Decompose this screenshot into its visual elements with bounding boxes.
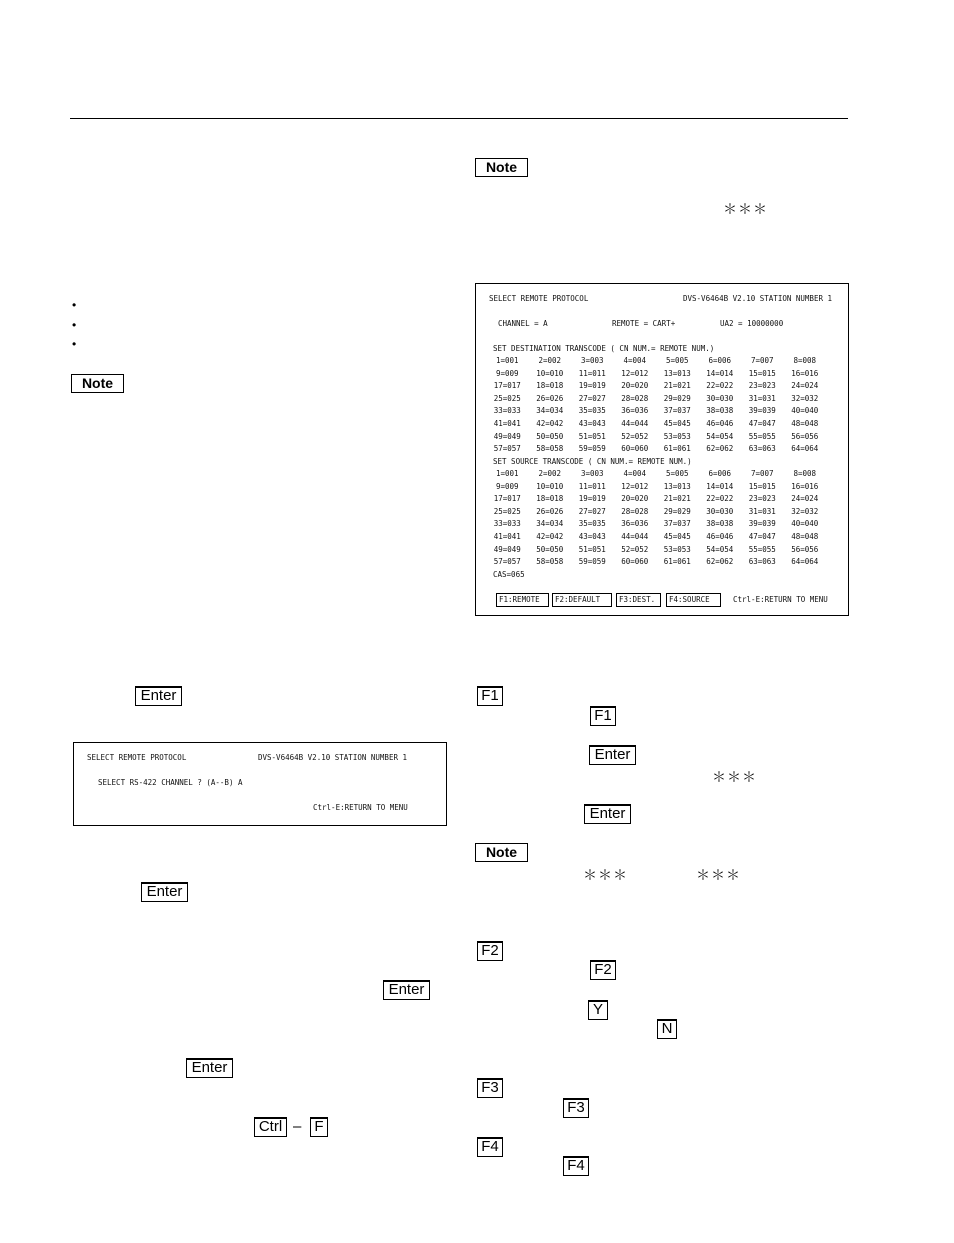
transcode-cell: 27=027 (578, 393, 606, 403)
remote-protocol-screen (475, 283, 849, 616)
bullet-2: • (72, 318, 77, 332)
transcode-cell: 58=058 (536, 557, 564, 567)
transcode-cell: 30=030 (706, 506, 734, 516)
remote-value: REMOTE = CART+ (612, 319, 676, 328)
transcode-cell: 2=002 (538, 469, 562, 478)
note-label-right-1: Note (475, 158, 528, 177)
big-screen-version: DVS-V6464B V2.10 STATION NUMBER 1 (683, 294, 833, 303)
transcode-cell: 60=060 (621, 444, 649, 454)
transcode-cell: 59=059 (578, 444, 606, 454)
transcode-cell: 14=014 (706, 481, 734, 491)
transcode-cell: 63=063 (748, 444, 776, 454)
transcode-cell: 62=062 (706, 557, 734, 567)
transcode-cell: 26=026 (536, 506, 564, 516)
transcode-cell: 24=024 (791, 381, 819, 391)
transcode-cell: 23=023 (748, 381, 776, 391)
transcode-cell: 52=052 (621, 431, 649, 441)
y-key: Y (588, 1000, 608, 1020)
transcode-cell: 1=001 (495, 469, 519, 478)
dest-transcode-table (486, 355, 826, 456)
transcode-cell: 29=029 (663, 506, 691, 516)
transcode-cell: 12=012 (621, 368, 649, 378)
enter-key-1: Enter (135, 686, 182, 706)
transcode-cell: 9=009 (495, 368, 519, 378)
transcode-cell: 61=061 (663, 557, 691, 567)
transcode-cell: 17=017 (493, 494, 521, 504)
transcode-cell: 7=007 (750, 356, 774, 365)
key-combo-dash: – (293, 1118, 302, 1135)
cas-value: CAS=065 (493, 570, 525, 579)
f4-source-button[interactable]: F4:SOURCE (666, 593, 721, 607)
transcode-cell: 44=044 (621, 418, 649, 428)
transcode-cell: 25=025 (493, 506, 521, 516)
transcode-cell: 27=027 (578, 506, 606, 516)
f2-key-2: F2 (590, 960, 616, 980)
transcode-cell: 4=004 (623, 356, 647, 365)
small-screen-footer: Ctrl-E:RETURN TO MENU (313, 803, 408, 812)
transcode-cell: 21=021 (663, 381, 691, 391)
f3-key-2: F3 (563, 1098, 589, 1118)
f1-key-1: F1 (477, 686, 503, 706)
transcode-cell: 53=053 (663, 544, 691, 554)
transcode-cell: 21=021 (663, 494, 691, 504)
transcode-cell: 23=023 (748, 494, 776, 504)
transcode-cell: 14=014 (706, 368, 734, 378)
transcode-cell: 42=042 (536, 531, 564, 541)
transcode-cell: 61=061 (663, 444, 691, 454)
transcode-cell: 38=038 (706, 406, 734, 416)
transcode-cell: 9=009 (495, 481, 519, 491)
transcode-cell: 47=047 (748, 531, 776, 541)
f2-default-button[interactable]: F2:DEFAULT (552, 593, 612, 607)
transcode-cell: 34=034 (536, 519, 564, 529)
transcode-cell: 11=011 (578, 368, 606, 378)
transcode-cell: 45=045 (663, 531, 691, 541)
transcode-cell: 15=015 (748, 481, 776, 491)
transcode-cell: 41=041 (493, 531, 521, 541)
transcode-cell: 39=039 (748, 519, 776, 529)
bullet-1: • (72, 298, 77, 312)
transcode-cell: 8=008 (793, 356, 817, 365)
transcode-cell: 52=052 (621, 544, 649, 554)
transcode-cell: 51=051 (578, 544, 606, 554)
transcode-cell: 60=060 (621, 557, 649, 567)
transcode-cell: 64=064 (791, 557, 819, 567)
transcode-cell: 40=040 (791, 519, 819, 529)
transcode-cell: 38=038 (706, 519, 734, 529)
bullet-3: • (72, 337, 77, 351)
transcode-cell: 63=063 (748, 557, 776, 567)
transcode-cell: 25=025 (493, 393, 521, 403)
transcode-cell: 30=030 (706, 393, 734, 403)
asterisks-1: ＊＊＊ (723, 202, 768, 218)
transcode-cell: 16=016 (791, 481, 819, 491)
f-key: F (310, 1117, 328, 1137)
small-screen-title: SELECT REMOTE PROTOCOL (87, 753, 187, 762)
transcode-cell: 50=050 (536, 544, 564, 554)
enter-key-6: Enter (584, 804, 631, 824)
f4-key-1: F4 (477, 1137, 503, 1157)
transcode-cell: 8=008 (793, 469, 817, 478)
transcode-cell: 1=001 (495, 356, 519, 365)
transcode-cell: 7=007 (750, 469, 774, 478)
transcode-cell: 50=050 (536, 431, 564, 441)
f2-key-1: F2 (477, 941, 503, 961)
transcode-cell: 36=036 (621, 406, 649, 416)
ctrl-key: Ctrl (254, 1117, 287, 1137)
transcode-cell: 13=013 (663, 368, 691, 378)
transcode-cell: 45=045 (663, 418, 691, 428)
transcode-cell: 40=040 (791, 406, 819, 416)
transcode-cell: 10=010 (536, 368, 564, 378)
transcode-cell: 46=046 (706, 418, 734, 428)
transcode-cell: 37=037 (663, 519, 691, 529)
transcode-cell: 55=055 (748, 544, 776, 554)
transcode-cell: 47=047 (748, 418, 776, 428)
transcode-cell: 59=059 (578, 557, 606, 567)
transcode-cell: 20=020 (621, 494, 649, 504)
transcode-cell: 55=055 (748, 431, 776, 441)
transcode-cell: 57=057 (493, 444, 521, 454)
transcode-cell: 15=015 (748, 368, 776, 378)
transcode-cell: 19=019 (578, 494, 606, 504)
transcode-cell: 32=032 (791, 393, 819, 403)
transcode-cell: 37=037 (663, 406, 691, 416)
channel-select-screen (73, 742, 447, 826)
transcode-cell: 3=003 (580, 469, 604, 478)
f1-remote-button[interactable]: F1:REMOTE (496, 593, 549, 607)
transcode-cell: 43=043 (578, 531, 606, 541)
transcode-cell: 13=013 (663, 481, 691, 491)
transcode-cell: 58=058 (536, 444, 564, 454)
transcode-cell: 54=054 (706, 431, 734, 441)
transcode-cell: 5=005 (665, 469, 689, 478)
n-key: N (657, 1019, 677, 1039)
transcode-cell: 28=028 (621, 393, 649, 403)
transcode-cell: 18=018 (536, 381, 564, 391)
transcode-cell: 16=016 (791, 368, 819, 378)
transcode-cell: 36=036 (621, 519, 649, 529)
transcode-cell: 12=012 (621, 481, 649, 491)
ua2-value: UA2 = 10000000 (720, 319, 784, 328)
big-screen-footer: Ctrl-E:RETURN TO MENU (733, 595, 828, 604)
transcode-cell: 18=018 (536, 494, 564, 504)
transcode-cell: 24=024 (791, 494, 819, 504)
f3-key-1: F3 (477, 1078, 503, 1098)
channel-value: CHANNEL = A (498, 319, 548, 328)
transcode-cell: 62=062 (706, 444, 734, 454)
transcode-cell: 56=056 (791, 431, 819, 441)
dest-transcode-header: SET DESTINATION TRANSCODE ( CN NUM.= REMOTE NUM.) (493, 344, 715, 353)
asterisks-3: ＊＊＊ (583, 868, 628, 884)
transcode-cell: 29=029 (663, 393, 691, 403)
transcode-cell: 31=031 (748, 393, 776, 403)
enter-key-2: Enter (141, 882, 188, 902)
enter-key-5: Enter (589, 745, 636, 765)
small-screen-prompt: SELECT RS-422 CHANNEL ? (A--B) A (98, 778, 243, 787)
transcode-cell: 34=034 (536, 406, 564, 416)
transcode-cell: 57=057 (493, 557, 521, 567)
small-screen-version: DVS-V6464B V2.10 STATION NUMBER 1 (258, 753, 408, 762)
transcode-cell: 44=044 (621, 531, 649, 541)
transcode-cell: 3=003 (580, 356, 604, 365)
transcode-cell: 5=005 (665, 356, 689, 365)
transcode-cell: 64=064 (791, 444, 819, 454)
transcode-cell: 17=017 (493, 381, 521, 391)
transcode-cell: 42=042 (536, 418, 564, 428)
source-transcode-header: SET SOURCE TRANSCODE ( CN NUM.= REMOTE NUM.) (493, 457, 692, 466)
big-screen-title: SELECT REMOTE PROTOCOL (489, 294, 589, 303)
transcode-cell: 48=048 (791, 418, 819, 428)
transcode-cell: 56=056 (791, 544, 819, 554)
transcode-cell: 2=002 (538, 356, 562, 365)
transcode-cell: 48=048 (791, 531, 819, 541)
transcode-cell: 32=032 (791, 506, 819, 516)
transcode-cell: 51=051 (578, 431, 606, 441)
source-transcode-table (486, 468, 826, 569)
asterisks-2: ＊＊＊ (712, 770, 757, 786)
f3-dest-button[interactable]: F3:DEST. (616, 593, 661, 607)
transcode-cell: 46=046 (706, 531, 734, 541)
transcode-cell: 6=006 (708, 356, 732, 365)
note-label-right-2: Note (475, 843, 528, 862)
transcode-cell: 11=011 (578, 481, 606, 491)
note-label-left: Note (71, 374, 124, 393)
transcode-cell: 39=039 (748, 406, 776, 416)
asterisks-4: ＊＊＊ (696, 868, 741, 884)
transcode-cell: 22=022 (706, 494, 734, 504)
transcode-cell: 41=041 (493, 418, 521, 428)
transcode-cell: 10=010 (536, 481, 564, 491)
transcode-cell: 28=028 (621, 506, 649, 516)
transcode-cell: 6=006 (708, 469, 732, 478)
transcode-cell: 49=049 (493, 431, 521, 441)
transcode-cell: 20=020 (621, 381, 649, 391)
transcode-cell: 22=022 (706, 381, 734, 391)
f4-key-2: F4 (563, 1156, 589, 1176)
transcode-cell: 19=019 (578, 381, 606, 391)
transcode-cell: 33=033 (493, 406, 521, 416)
transcode-cell: 26=026 (536, 393, 564, 403)
enter-key-3: Enter (383, 980, 430, 1000)
header-rule (70, 118, 848, 119)
transcode-cell: 43=043 (578, 418, 606, 428)
transcode-cell: 31=031 (748, 506, 776, 516)
transcode-cell: 54=054 (706, 544, 734, 554)
transcode-cell: 53=053 (663, 431, 691, 441)
f1-key-2: F1 (590, 706, 616, 726)
transcode-cell: 33=033 (493, 519, 521, 529)
transcode-cell: 49=049 (493, 544, 521, 554)
transcode-cell: 35=035 (578, 406, 606, 416)
enter-key-4: Enter (186, 1058, 233, 1078)
transcode-cell: 4=004 (623, 469, 647, 478)
transcode-cell: 35=035 (578, 519, 606, 529)
